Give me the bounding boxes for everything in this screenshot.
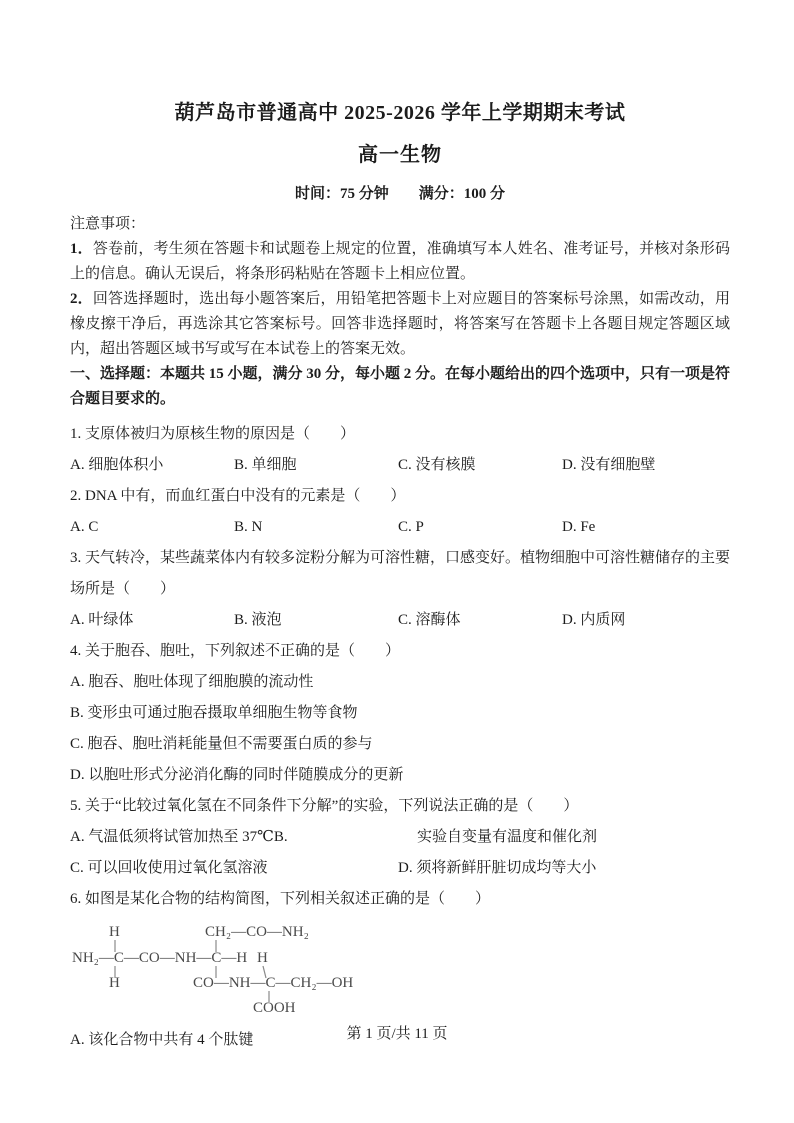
question-3-option-a: A. 叶绿体 — [70, 612, 134, 628]
section-heading: 一、选择题：本题共 15 小题，满分 30 分，每小题 2 分。在每小题给出的四个选项中，只有一项是符合题目要求的。 — [70, 366, 731, 407]
notice-item-2-text: 回答选择题时，选出每小题答案后，用铅笔把答题卡上对应题目的答案标号涂黑，如需改动，用橡皮擦干净后，再选涂其它答案标号。回答非选择题时，将答案写在答题卡上各题目规定答题区域内，超出答题区域书写或写在本试卷上的答案无效。 — [70, 291, 730, 357]
exam-meta — [70, 182, 730, 203]
exam-subject: 高一生物 — [358, 144, 442, 166]
question-5-options-row-1 — [70, 822, 730, 853]
peptide-structure-diagram — [72, 920, 412, 1022]
notice-item-2-number: 2． — [70, 291, 93, 307]
question-6-stem: 6. 如图是某化合物的结构简图，下列相关叙述正确的是（ ） — [70, 891, 491, 907]
notice-section — [70, 212, 730, 412]
fig-row3-chain: CO—NH—C—CH₂—OH — [193, 975, 354, 991]
fig-row1-chain: CH₂—CO—NH₂ — [205, 924, 309, 940]
question-4-option-a: A. 胞吞、胞吐体现了细胞膜的流动性 — [70, 674, 314, 690]
question-4-option-b: B. 变形虫可通过胞吞摄取单细胞生物等食物 — [70, 705, 358, 721]
notice-item-1-text: 答卷前，考生须在答题卡和试题卷上规定的位置，准确填写本人姓名、准考证号，并核对条形码上的信息。确认无误后，将条形码粘贴在答题卡上相应位置。 — [70, 241, 730, 282]
exam-score: 满分：100 分 — [418, 186, 506, 202]
questions-area — [70, 419, 730, 1056]
question-2-stem: 2. DNA 中有，而血红蛋白中没有的元素是（ ） — [70, 488, 406, 504]
question-4-stem: 4. 关于胞吞、胞吐，下列叙述不正确的是（ ） — [70, 643, 401, 659]
question-1-options — [70, 450, 730, 481]
question-5-option-c: C. 可以回收使用过氧化氢溶液 — [70, 860, 268, 876]
question-1-option-a: A. 细胞体积小 — [70, 457, 164, 473]
question-1-option-c: C. 没有核膜 — [398, 457, 476, 473]
notice-item-2 — [70, 287, 730, 362]
question-5-option-a: A. 气温低须将试管加热至 37℃B. — [70, 829, 288, 845]
fig-row3-h: H — [109, 975, 120, 991]
question-2-option-d: D. Fe — [562, 519, 596, 535]
question-1-option-b: B. 单细胞 — [234, 457, 297, 473]
question-2-option-c: C. P — [398, 519, 424, 535]
question-4-option-d: D. 以胞吐形式分泌消化酶的同时伴随膜成分的更新 — [70, 767, 404, 783]
question-6-structure-figure — [72, 920, 730, 1022]
notice-item-1 — [70, 237, 730, 287]
question-4-option-c: C. 胞吞、胞吐消耗能量但不需要蛋白质的参与 — [70, 736, 373, 752]
question-2-options — [70, 512, 730, 543]
question-5-option-d: D. 须将新鲜肝脏切成均等大小 — [398, 860, 597, 876]
question-3-option-d: D. 内质网 — [562, 612, 626, 628]
question-3-stem: 3. 天气转冷，某些蔬菜体内有较多淀粉分解为可溶性糖，口感变好。植物细胞中可溶性糖储存的主要场所是（ ） — [70, 550, 731, 597]
question-6-option-a: A. 该化合物中共有 4 个肽键 — [70, 1032, 254, 1048]
question-5-option-b: 实验自变量有温度和催化剂 — [417, 829, 598, 845]
fig-row2-h: H — [257, 950, 268, 966]
fig-row4-cooh: COOH — [253, 1000, 296, 1016]
fig-row2-chain: NH₂—C—CO—NH—C—H — [72, 950, 248, 966]
question-3-option-c: C. 溶酶体 — [398, 612, 461, 628]
fig-row1-h: H — [109, 924, 120, 940]
page-title: 葫芦岛市普通高中 2025-2026 学年上学期期末考试 — [174, 102, 626, 124]
notice-item-1-number: 1． — [70, 241, 93, 257]
question-3-option-b: B. 液泡 — [234, 612, 282, 628]
question-1-option-d: D. 没有细胞壁 — [562, 457, 656, 473]
question-2-option-a: A. C — [70, 519, 99, 535]
exam-time: 时间：75 分钟 — [294, 186, 389, 202]
notice-heading: 注意事项： — [70, 216, 146, 232]
question-2-option-b: B. N — [234, 519, 263, 535]
page-number-footer: 第 1 页/共 11 页 — [346, 1026, 448, 1042]
question-3-options — [70, 605, 730, 636]
question-5-options-row-2 — [70, 853, 730, 884]
question-5-stem: 5. 关于“比较过氧化氢在不同条件下分解”的实验，下列说法正确的是（ ） — [70, 798, 579, 814]
question-1-stem: 1. 支原体被归为原核生物的原因是（ ） — [70, 426, 356, 442]
